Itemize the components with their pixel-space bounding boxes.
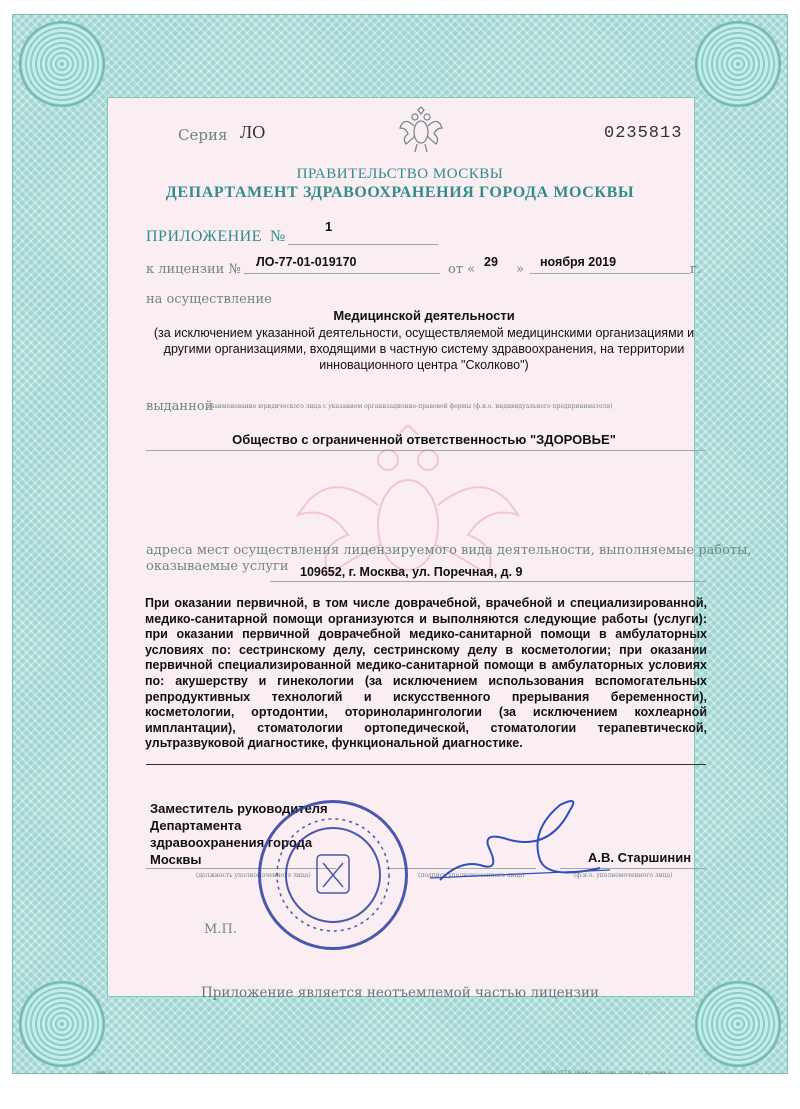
hint-position: (должность уполномоченного лица) [196, 872, 311, 879]
series-value: ЛО [240, 122, 266, 142]
eagle-watermark-icon [288, 425, 528, 615]
corner-rosette [19, 21, 105, 107]
footer-note: Приложение является неотъемлемой частью лицензии [201, 985, 599, 1001]
seal-emblem-icon [261, 803, 405, 947]
blank-number: 0235813 [604, 124, 683, 143]
appendix-no-sign: № [270, 228, 286, 245]
position-line: Департамента [150, 818, 242, 833]
department-title: ДЕПАРТАМЕНТ ЗДРАВООХРАНЕНИЯ ГОРОДА МОСКВЫ [165, 184, 635, 201]
signatory-name: А.В. Старшинин [588, 850, 692, 865]
license-label: к лицензии № [146, 262, 241, 277]
position-line: Москвы [150, 852, 202, 867]
activity-title: Медицинской деятельности [333, 308, 515, 323]
license-day-close: » [516, 262, 524, 277]
address-label-line2: оказываемые услуги [146, 559, 289, 574]
issued-hint: (наименование юридического лица с указанием организационно-правовой формы (ф.и.о. индивидуального предпринимателя) [208, 403, 613, 410]
organization-name: Общество с ограниченной ответственностью "ЗДОРОВЬЕ" [232, 432, 616, 447]
license-month-year: ноября 2019 [540, 255, 617, 269]
hint-signature: (подпись уполномоченного лица) [418, 872, 525, 879]
underline [244, 273, 440, 274]
underline [530, 273, 690, 274]
position-line: здравоохранения города [150, 835, 313, 850]
underline [146, 450, 706, 451]
handwritten-signature-icon [420, 790, 620, 890]
hint-name: (ф.и.о. уполномоченного лица) [574, 872, 673, 879]
print-left-code: 4ин37 [96, 1070, 113, 1076]
license-day: 29 [484, 255, 498, 269]
license-year-suffix: г. [690, 262, 701, 277]
coat-of-arms-icon [398, 106, 444, 154]
underline [288, 244, 438, 245]
official-seal-icon [258, 800, 408, 950]
license-number: ЛО-77-01-019170 [256, 255, 357, 269]
issued-label: выданной [146, 399, 214, 414]
appendix-label: ПРИЛОЖЕНИЕ [146, 228, 263, 245]
print-right-code: ООО «УТТП ЗНАК» , Москва, 2019 год, уровень Б [540, 1070, 672, 1076]
underline [146, 764, 706, 765]
address-label-line1: адреса мест осуществления лицензируемого вида деятельности, выполняемые работы, [146, 543, 752, 558]
license-from-label: от « [448, 262, 476, 277]
appendix-number: 1 [325, 219, 333, 234]
services-text: При оказании первичной, в том числе доврачебной, врачебной и специализированной, медико-санитарной помощи организуются и выполняются следующие работы (услуги): при оказании первичной доврачебной медико-санитарной помощи в амбулаторных условиях по: сестринскому делу, сестринскому делу в косметологии; при оказании первичной специализированной медико-санитарной помощи в амбулаторных условиях по: акушерству и гинекологии (за исключением использования вспомогательных репродуктивных технологий и искусственного прерывания беременности), косметологии, ортодонтии, оториноларингологии (за исключением кохлеарной имплантации), стоматологии ортопедической, стоматологии терапевтической, ультразвуковой диагностике, функциональной диагностике. [145, 596, 707, 751]
activity-label: на осуществление [146, 292, 272, 307]
activity-details: (за исключением указанной деятельности, осуществляемой медицинскими организациями и другими организациями, входящими в частную систему здравоохранения, на территории инновационного центра "Сколково") [153, 326, 695, 372]
underline [270, 581, 706, 582]
seal-mark-label: М.П. [204, 922, 237, 937]
address-value: 109652, г. Москва, ул. Поречная, д. 9 [300, 565, 523, 579]
corner-rosette [695, 21, 781, 107]
government-title: ПРАВИТЕЛЬСТВО МОСКВЫ [296, 166, 504, 182]
series-label: Серия [178, 126, 228, 144]
position-line: Заместитель руководителя [150, 801, 328, 816]
